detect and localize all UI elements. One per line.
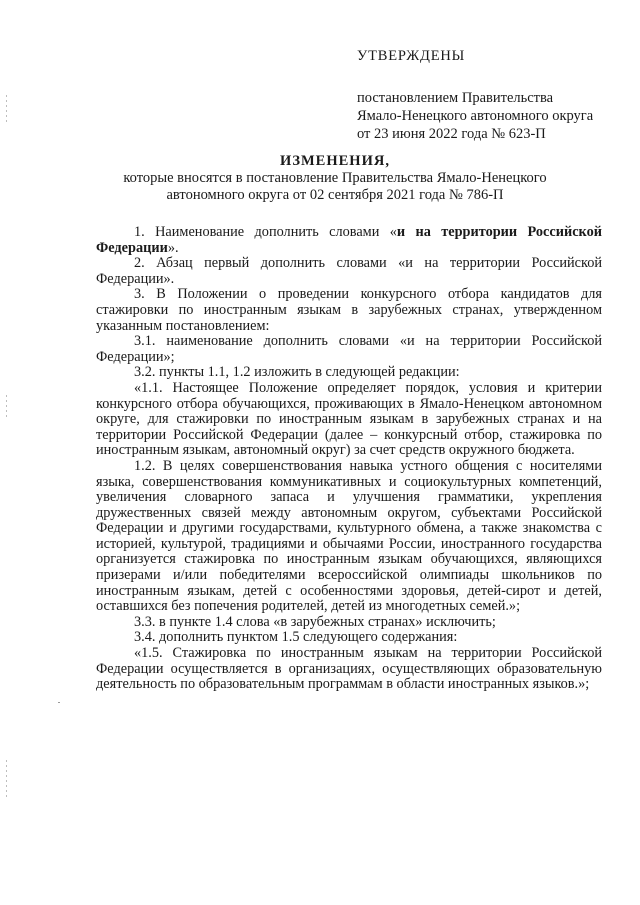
- approval-heading: УТВЕРЖДЕНЫ: [357, 48, 466, 64]
- item-1-text: 1. Наименование дополнить словами «: [134, 224, 397, 240]
- approval-line: от 23 июня 2022 года № 623-П: [357, 126, 546, 142]
- scan-margin-mark: [6, 760, 7, 800]
- title-main: ИЗМЕНЕНИЯ,: [280, 153, 390, 169]
- item-3: 3. В Положении о проведении конкурсного отбора кандидатов для стажировки по иностранным языкам в зарубежных странах, утвержденном указанным постановлением:: [96, 286, 602, 334]
- scan-margin-mark: [6, 95, 7, 125]
- item-2: 2. Абзац первый дополнить словами «и на территории Российской Федерации».: [96, 255, 602, 287]
- clause-1-1: «1.1. Настоящее Положение определяет порядок, условия и критерии конкурсного отбора обучающихся, проживающих в Ямало-Ненецком автономном округе, для стажировки по иностранным языкам в зарубежных странах и на территории Российской Федерации (далее – конкурсный отбор, стажировка по иностранным языкам, автономный округ) за счет средств окружного бюджета.: [96, 379, 602, 459]
- title-subline: которые вносятся в постановление Правительства Ямало-Ненецкого: [123, 170, 547, 186]
- item-1-bold: и на территории Российской Федерации: [96, 224, 602, 256]
- scan-dot: [58, 702, 60, 703]
- approval-line: постановлением Правительства: [357, 90, 554, 106]
- item-3-4: 3.4. дополнить пунктом 1.5 следующего содержания:: [134, 629, 458, 646]
- scan-margin-mark: [6, 395, 7, 420]
- title-subline: автономного округа от 02 сентября 2021 года № 786-П: [166, 187, 504, 203]
- document-title: [100, 153, 570, 204]
- item-1: [96, 225, 602, 256]
- item-3-1: 3.1. наименование дополнить словами «и на территории Российской Федерации»;: [96, 333, 602, 365]
- item-1-end: ».: [167, 239, 179, 256]
- clause-1-5: «1.5. Стажировка по иностранным языкам на территории Российской Федерации осуществляется в организациях, осуществляющих образовательную деятельность по образовательным программам в области иностранных языков.»;: [96, 645, 602, 693]
- approval-line: Ямало-Ненецкого автономного округа: [357, 108, 594, 124]
- approval-block: [357, 47, 617, 143]
- document-body: [96, 225, 602, 693]
- item-3-3: 3.3. в пункте 1.4 слова «в зарубежных странах» исключить;: [134, 613, 496, 630]
- clause-1-2: 1.2. В целях совершенствования навыка устного общения с носителями языка, совершенствования коммуникативных и социокультурных компетенций, увеличения словарного запаса и улучшения грамматики, укрепления дружественных связей между автономным округом, субъектами Российской Федерации и другими государствами, культурного обмена, а также знакомства с историей, культурой, традициями и обычаями России, иностранного государства организуется стажировка по иностранным языкам обучающихся, являющихся призерами и/или победителями всероссийской олимпиады школьников по иностранным языкам, детей с особенностями здоровья, детей-сирот и детей, оставшихся без попечения родителей, детей из многодетных семей.»;: [96, 457, 602, 615]
- item-3-2: 3.2. пункты 1.1, 1.2 изложить в следующей редакции:: [134, 364, 460, 381]
